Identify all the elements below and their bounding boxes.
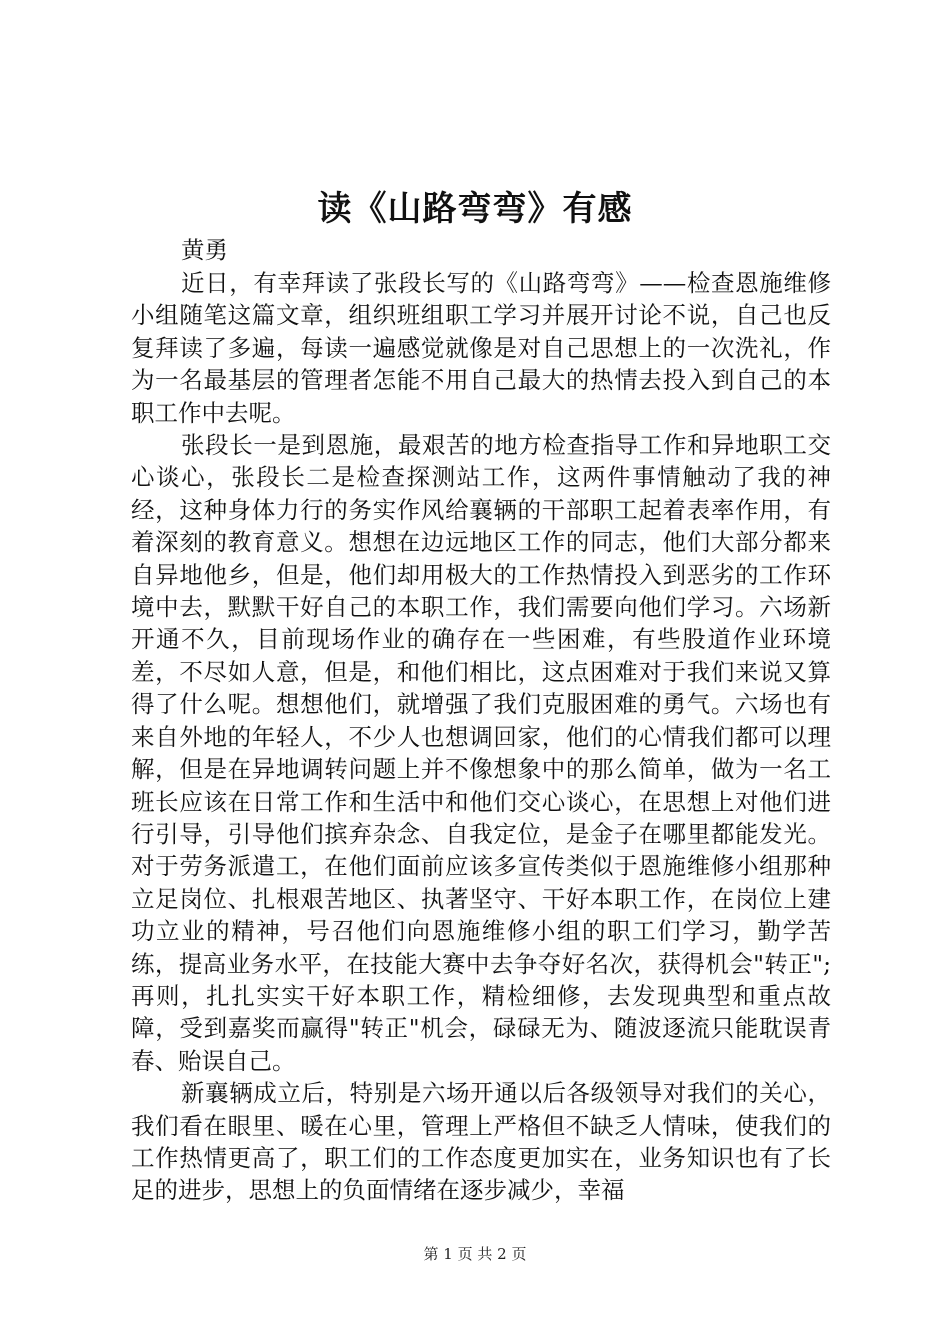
paragraph-3: 新襄辆成立后，特别是六场开通以后各级领导对我们的关心，我们看在眼里、暖在心里，管理上严格但不缺乏人情味，使我们的工作热情更高了，职工们的工作态度更加实在，业务知识也有了长足的进步，思想上的负面情绪在逐步减少，幸福 bbox=[131, 1079, 831, 1205]
paragraph-1: 近日，有幸拜读了张段长写的《山路弯弯》——检查恩施维修小组随笔这篇文章，组织班组职工学习并展开讨论不说，自己也反复拜读了多遍，每读一遍感觉就像是对自己思想上的一次洗礼，作为一名最基层的管理者怎能不用自己最大的热情去投入到自己的本职工作中去呢。 bbox=[131, 269, 831, 427]
page-number-footer: 第 1 页 共 2 页 bbox=[423, 1245, 527, 1263]
author-name: 黄勇 bbox=[181, 236, 228, 264]
document-body bbox=[131, 234, 831, 1207]
paragraph-2: 张段长一是到恩施，最艰苦的地方检查指导工作和异地职工交心谈心，张段长二是检查探测站工作，这两件事情触动了我的神经，这种身体力行的务实作风给襄辆的干部职工起着表率作用，有着深刻的教育意义。想想在边远地区工作的同志，他们大部分都来自异地他乡，但是，他们却用极大的工作热情投入到恶劣的工作环境中去，默默干好自己的本职工作，我们需要向他们学习。六场新开通不久，目前现场作业的确存在一些困难，有些股道作业环境差，不尽如人意，但是，和他们相比，这点困难对于我们来说又算得了什么呢。想想他们，就增强了我们克服困难的勇气。六场也有来自外地的年轻人，不少人也想调回家，他们的心情我们都可以理解，但是在异地调转问题上并不像想象中的那么简单，做为一名工班长应该在日常工作和生活中和他们交心谈心，在思想上对他们进行引导，引导他们摈弃杂念、自我定位，是金子在哪里都能发光。对于劳务派遣工，在他们面前应该多宣传类似于恩施维修小组那种立足岗位、扎根艰苦地区、执著坚守、干好本职工作，在岗位上建功立业的精神，号召他们向恩施维修小组的职工们学习，勤学苦练，提高业务水平，在技能大赛中去争夺好名次，获得机会"转正";再则，扎扎实实干好本职工作，精检细修，去发现典型和重点故障，受到嘉奖而赢得"转正"机会，碌碌无为、随波逐流只能耽误青春、贻误自己。 bbox=[131, 431, 831, 1075]
page-title: 读《山路弯弯》有感 bbox=[317, 189, 633, 229]
